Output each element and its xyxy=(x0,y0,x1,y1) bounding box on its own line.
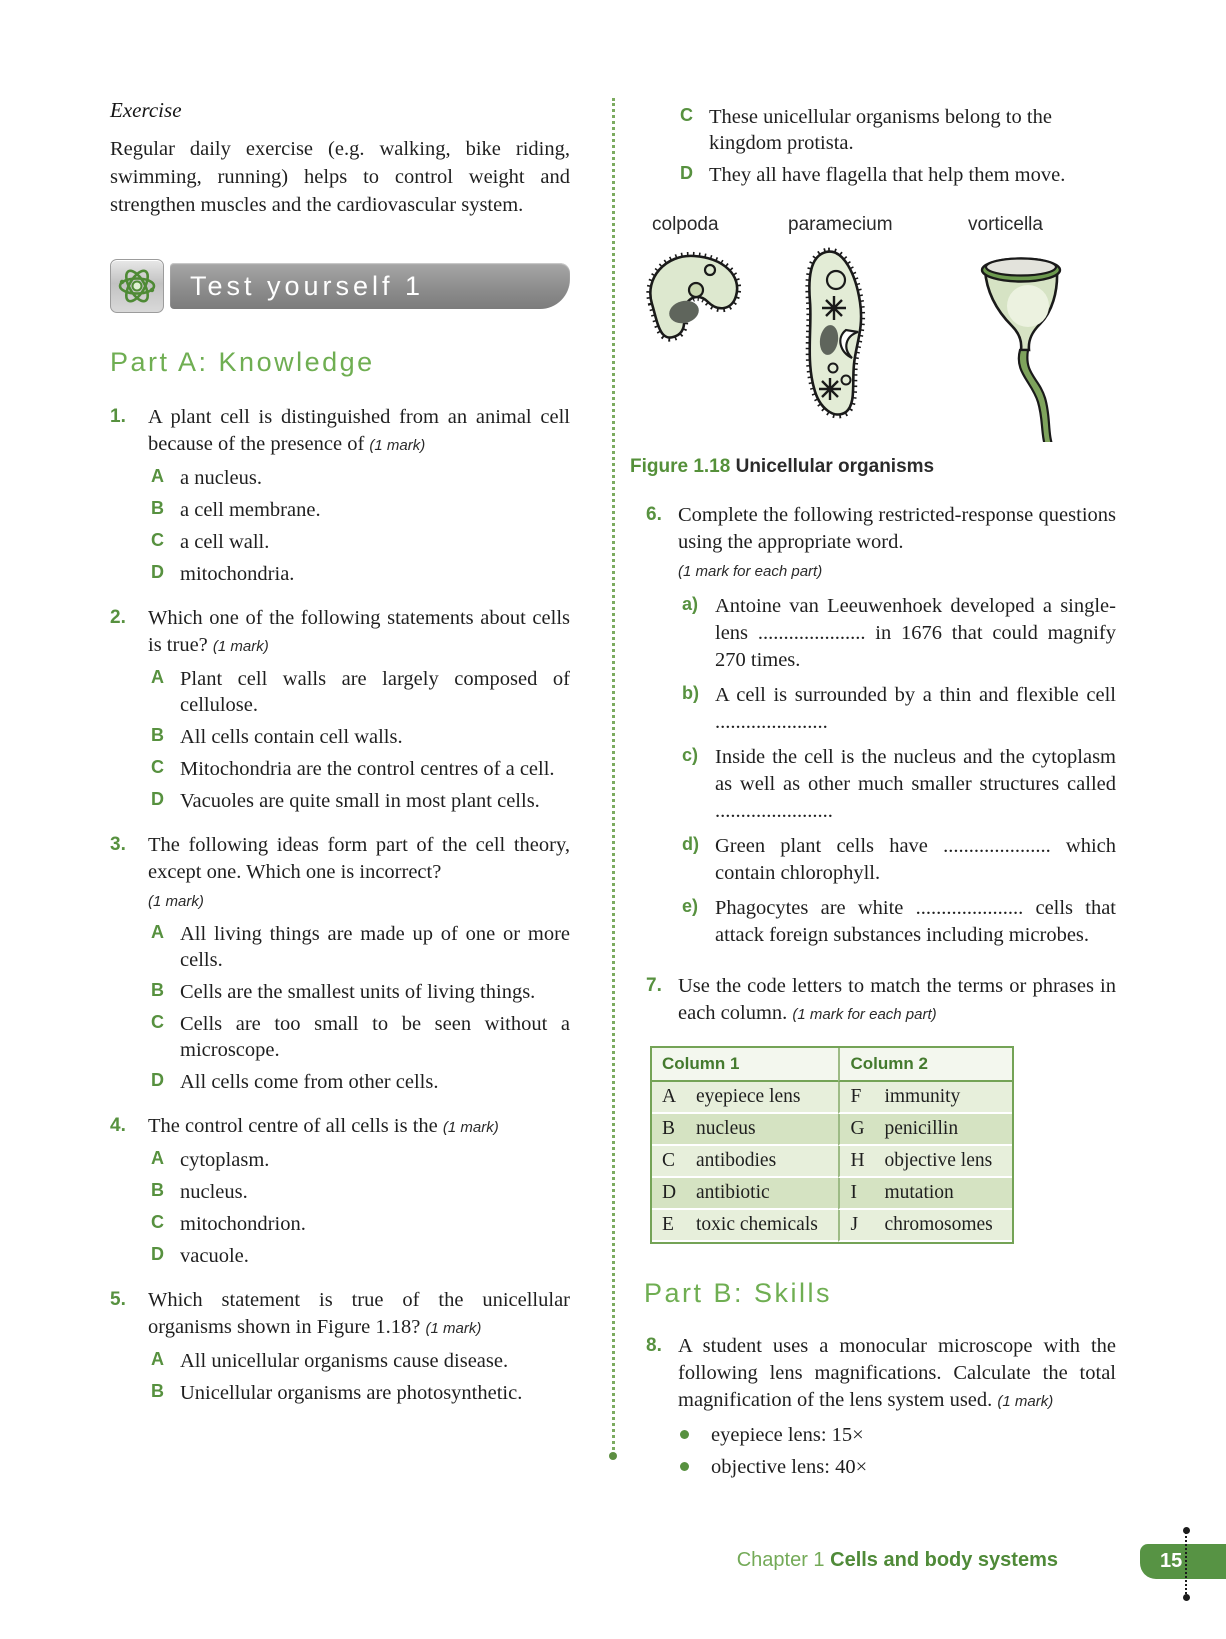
unicellular-organisms-illustration xyxy=(630,240,1096,442)
option-row: D Vacuoles are quite small in most plant cells. xyxy=(151,789,540,812)
option-row: B Unicellular organisms are photosynthetic. xyxy=(151,1381,523,1404)
footer-dotted-line xyxy=(1185,1532,1187,1594)
option-row: A Plant cell walls are largely composed of cellulose. xyxy=(151,667,570,716)
figure-caption-number: Figure 1.18 xyxy=(630,456,731,477)
right-column xyxy=(630,98,1116,1497)
question-6 xyxy=(630,502,1116,949)
table-row: E toxic chemicals J chromosomes xyxy=(652,1210,1012,1242)
table-row: C antibodies H objective lens xyxy=(652,1146,1012,1178)
column-header: Column 1 xyxy=(652,1048,838,1082)
mark-label: (1 mark) xyxy=(425,1320,482,1337)
question-text: Complete the following restricted-response questions using the appropriate word. xyxy=(678,504,1116,553)
option-row: C Cells are too small to be seen without a microscope. xyxy=(151,1012,570,1061)
chapter-title: Cells and body systems xyxy=(830,1549,1058,1571)
option-row: A cytoplasm. xyxy=(151,1148,270,1171)
option-row: D All cells come from other cells. xyxy=(151,1070,439,1093)
paramecium-drawing xyxy=(809,252,861,415)
subpart-b: b) A cell is surrounded by a thin and flexible cell ...................... xyxy=(682,683,1116,733)
question-number: 4. xyxy=(110,1115,126,1136)
mark-label: (1 mark) xyxy=(442,1119,499,1136)
exercise-paragraph: Regular daily exercise (e.g. walking, bike riding, swimming, running) helps to control weight and strengthen muscles and the cardiovascular system. xyxy=(110,138,570,216)
option-row: A All living things are made up of one or more cells. xyxy=(151,922,570,971)
question-8 xyxy=(630,1333,1116,1479)
figure-1-18 xyxy=(630,214,1116,442)
question-text: Use the code letters to match the terms or phrases in each column. xyxy=(678,975,1116,1024)
footer-chapter xyxy=(737,1549,1058,1572)
chapter-label: Chapter 1 xyxy=(736,1549,825,1571)
mark-label: (1 mark for each part) xyxy=(792,1006,937,1023)
exercise-heading: Exercise xyxy=(110,98,182,122)
bullet-item: objective lens: 40× xyxy=(680,1456,1116,1479)
mark-label: (1 mark) xyxy=(212,638,269,655)
option-row: C These unicellular organisms belong to the kingdom protista. xyxy=(680,105,1052,154)
atom-icon xyxy=(110,259,164,313)
banner-title: Test yourself 1 xyxy=(190,270,425,301)
option-row: D mitochondria. xyxy=(151,562,295,585)
colpoda-drawing xyxy=(650,256,737,338)
subpart-e: e) Phagocytes are white ..................... cells that attack foreign substances including microbes. xyxy=(682,896,1116,946)
bullet-icon xyxy=(680,1462,689,1471)
option-row: D vacuole. xyxy=(151,1244,249,1267)
table-row: D antibiotic I mutation xyxy=(652,1178,1012,1210)
mark-label: (1 mark) xyxy=(997,1393,1054,1410)
subpart-d: d) Green plant cells have ..................... which contain chlorophyll. xyxy=(682,834,1116,884)
vorticella-drawing xyxy=(982,259,1060,443)
question-7 xyxy=(630,973,1116,1028)
option-row: D They all have flagella that help them move. xyxy=(680,163,1066,186)
question-number: 5. xyxy=(110,1289,126,1310)
question-text: Which statement is true of the unicellular organisms shown in Figure 1.18? xyxy=(148,1289,570,1338)
question-number: 3. xyxy=(110,834,126,855)
question-1 xyxy=(110,404,570,587)
part-b-heading: Part B: Skills xyxy=(644,1278,833,1308)
matching-table xyxy=(650,1046,1014,1244)
organism-label: colpoda xyxy=(652,214,719,235)
question-number: 7. xyxy=(646,975,662,996)
question-text: The control centre of all cells is the xyxy=(148,1115,438,1137)
test-yourself-banner xyxy=(110,259,570,315)
table-row: B nucleus G penicillin xyxy=(652,1114,1012,1146)
option-row: C mitochondrion. xyxy=(151,1212,306,1235)
question-4 xyxy=(110,1113,570,1269)
figure-caption-text: Unicellular organisms xyxy=(735,456,935,477)
option-row: B Cells are the smallest units of living things. xyxy=(151,980,536,1003)
organism-label: vorticella xyxy=(968,214,1043,235)
question-number: 2. xyxy=(110,607,126,628)
footer-dot-top xyxy=(1183,1527,1190,1534)
question-number: 8. xyxy=(646,1335,662,1356)
option-row: B a cell membrane. xyxy=(151,498,321,521)
subpart-a: a) Antoine van Leeuwenhoek developed a single-lens ..................... in 1676 that could magnify 270 times. xyxy=(682,594,1116,671)
option-row: C a cell wall. xyxy=(151,530,270,553)
question-text: A student uses a monocular microscope with the following lens magnifications. Calculate the total magnification of the lens system used. xyxy=(678,1335,1116,1411)
figure-caption xyxy=(630,456,1116,478)
subpart-c: c) Inside the cell is the nucleus and the cytoplasm as well as other much smaller structures called ....................... xyxy=(682,745,1116,822)
question-number: 6. xyxy=(646,504,662,525)
option-row: B nucleus. xyxy=(151,1180,248,1203)
bullet-icon xyxy=(680,1430,689,1439)
column-divider xyxy=(612,98,615,1450)
footer-dot-bottom xyxy=(1183,1594,1190,1601)
question-5 xyxy=(110,1287,570,1406)
column-header: Column 2 xyxy=(838,1048,1012,1082)
mark-label: (1 mark) xyxy=(369,437,426,454)
mark-label: (1 mark for each part) xyxy=(678,563,823,580)
option-row: A a nucleus. xyxy=(151,466,262,489)
mark-label: (1 mark) xyxy=(148,893,204,910)
option-row: C Mitochondria are the control centres of a cell. xyxy=(151,757,555,780)
question-5-continued xyxy=(677,104,1116,188)
left-column xyxy=(110,98,570,1424)
page-number-badge xyxy=(1140,1544,1226,1579)
part-a-heading: Part A: Knowledge xyxy=(110,347,375,377)
question-text: A plant cell is distinguished from an animal cell because of the presence of xyxy=(148,406,570,455)
question-number: 1. xyxy=(110,406,126,427)
page-number: 15 xyxy=(1160,1550,1183,1572)
question-3 xyxy=(110,832,570,1095)
question-text: The following ideas form part of the cell theory, except one. Which one is incorrect? xyxy=(148,834,570,883)
bullet-item: eyepiece lens: 15× xyxy=(680,1424,1116,1447)
question-2 xyxy=(110,605,570,814)
table-row: A eyepiece lens F immunity xyxy=(652,1082,1012,1114)
option-row: A All unicellular organisms cause disease. xyxy=(151,1349,509,1372)
organism-label: paramecium xyxy=(788,214,893,235)
option-row: B All cells contain cell walls. xyxy=(151,725,403,748)
divider-end-dot xyxy=(609,1452,617,1460)
table-header-row xyxy=(652,1048,1012,1082)
question-text: Which one of the following statements about cells is true? xyxy=(148,607,570,656)
